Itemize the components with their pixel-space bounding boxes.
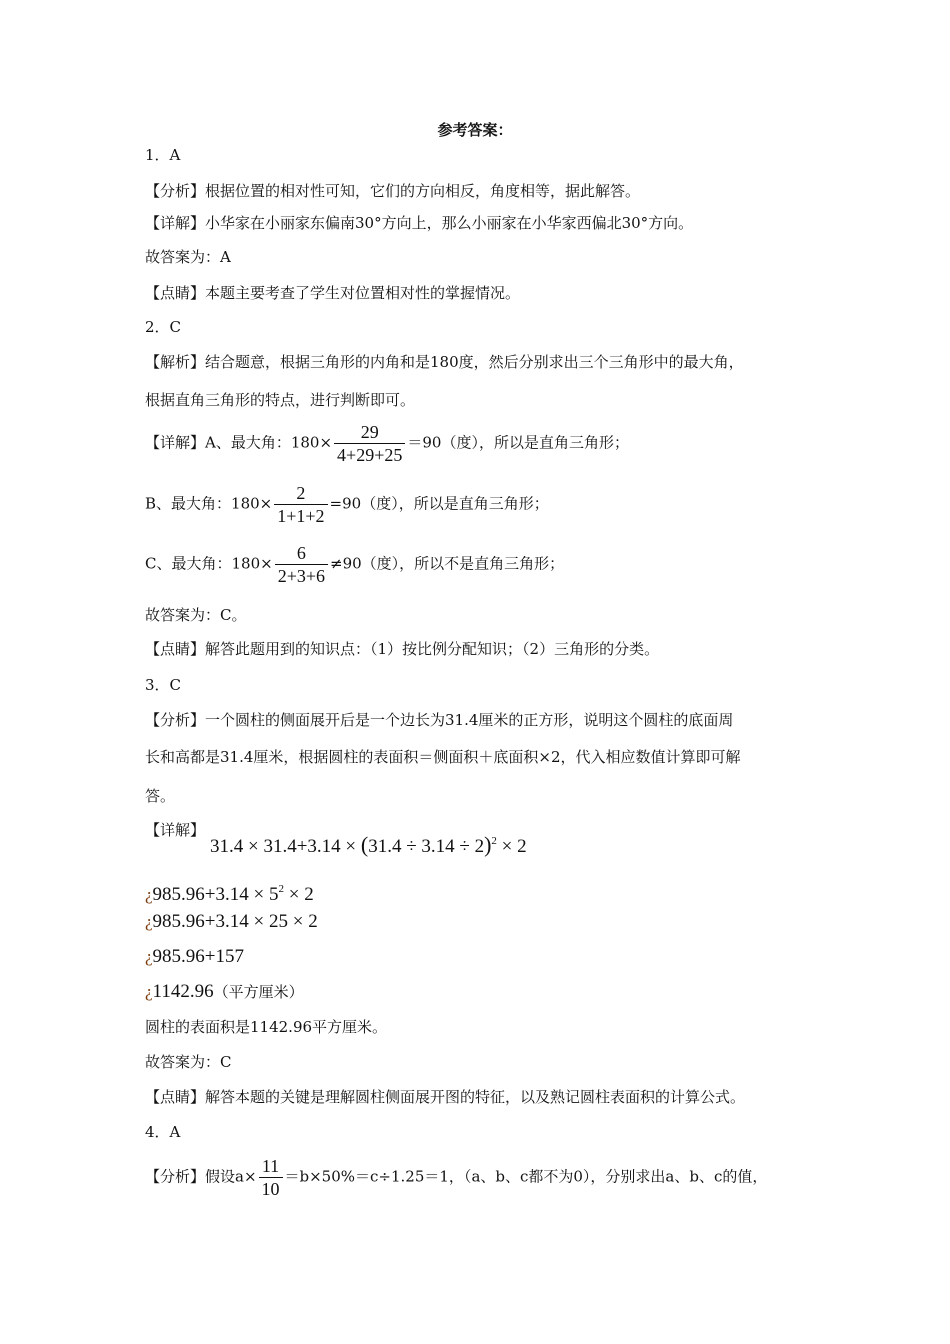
q3-detail-label: 【详解】: [145, 821, 206, 839]
q2-answer: 故答案为：C。: [145, 606, 247, 624]
q2-c-denominator: 2+3+6: [275, 564, 328, 587]
q4-denominator: 10: [259, 1177, 283, 1200]
q2-analysis-line1: 【解析】结合题意，根据三角形的内角和是180度，然后分别求出三个三角形中的最大角，: [145, 353, 744, 371]
q3-expr-part2: 31.4 ÷ 3.14 ÷ 2: [368, 836, 485, 857]
page-title: 参考答案：: [437, 121, 513, 139]
q1-head: 1．A: [145, 146, 181, 164]
q4-analysis: [145, 1155, 767, 1200]
q2-c-prefix: C、最大角：180×: [145, 554, 273, 573]
q2-b-denominator: 1+1+2: [274, 504, 327, 527]
q3-step3: [145, 945, 244, 969]
q2-a-numerator: 29: [360, 422, 379, 442]
q3-step2: [145, 910, 318, 934]
q4-numerator: 11: [261, 1156, 280, 1176]
q1-detail: 【详解】小华家在小丽家东偏南30°方向上，那么小丽家在小华家西偏北30°方向。: [145, 214, 694, 232]
q2-b-numerator: 2: [296, 483, 306, 503]
q3-comment: 【点睛】解答本题的关键是理解圆柱侧面展开图的特征，以及熟记圆柱表面积的计算公式。: [145, 1088, 746, 1106]
q2-c-fraction: [275, 542, 328, 587]
q2-b-fraction: [274, 482, 327, 527]
q3-step1: [145, 877, 314, 907]
q3-step1-part2: × 2: [283, 884, 314, 905]
q3-step4: [145, 980, 304, 1004]
q3-expr-part3: × 2: [496, 836, 527, 857]
q3-head: 3．C: [145, 676, 182, 694]
q3-analysis-line3: 答。: [145, 787, 176, 805]
q3-analysis-line2: 长和高都是31.4厘米，根据圆柱的表面积＝侧面积＋底面积×2，代入相应数值计算即可解: [145, 748, 741, 766]
q2-a-prefix: 【详解】A、最大角：180×: [145, 433, 333, 452]
q3-step3-text: 985.96+157: [152, 946, 245, 967]
q3-answer: 故答案为：C: [145, 1053, 232, 1071]
q3-step4-unit: （平方厘米）: [213, 983, 304, 1001]
q2-a-suffix: ＝90（度），所以是直角三角形；: [407, 433, 629, 452]
q2-a-denominator: 4+29+25: [334, 443, 405, 466]
q3-conclusion: 圆柱的表面积是1142.96平方厘米。: [145, 1018, 388, 1036]
q3-step4-text: 1142.96: [152, 981, 214, 1002]
q2-c-suffix: ≠90（度），所以不是直角三角形；: [330, 554, 565, 573]
q3-step1-part1: 985.96+3.14 × 5: [152, 884, 279, 905]
eq-mark: ¿: [145, 912, 153, 931]
q4-fraction: [259, 1155, 283, 1200]
q2-detail-b: [145, 482, 549, 527]
q2-a-fraction: [334, 421, 405, 466]
eq-mark: ¿: [145, 982, 153, 1001]
q2-c-numerator: 6: [296, 543, 306, 563]
eq-mark: ¿: [145, 885, 153, 904]
q2-detail-a: [145, 421, 629, 466]
q1-comment: 【点睛】本题主要考查了学生对位置相对性的掌握情况。: [145, 284, 521, 302]
q1-answer: 故答案为：A: [145, 248, 231, 266]
q3-expr-close-paren: ): [484, 832, 492, 857]
q3-step1-exponent: 2: [278, 883, 284, 895]
q2-b-suffix: =90（度），所以是直角三角形；: [329, 494, 549, 513]
q3-expr-exponent: 2: [491, 835, 497, 847]
q3-expr-part1: 31.4 × 31.4+3.14 ×: [210, 836, 361, 857]
q3-expr-open-paren: (: [360, 832, 369, 857]
q3-step2-text: 985.96+3.14 × 25 × 2: [152, 911, 318, 932]
q4-a-suffix: ＝b×50%＝c÷1.25＝1，（a、b、c都不为0），分别求出a、b、c的值，: [284, 1167, 768, 1186]
q4-head: 4．A: [145, 1123, 181, 1141]
q3-expression: [210, 829, 527, 859]
q2-analysis-line2: 根据直角三角形的特点，进行判断即可。: [145, 391, 416, 409]
q4-a-prefix: 【分析】假设a×: [145, 1167, 257, 1186]
q2-b-prefix: B、最大角：180×: [145, 494, 273, 513]
q2-detail-c: [145, 542, 564, 587]
q2-comment: 【点睛】解答此题用到的知识点：（1）按比例分配知识；（2）三角形的分类。: [145, 640, 660, 658]
q3-analysis-line1: 【分析】一个圆柱的侧面展开后是一个边长为31.4厘米的正方形，说明这个圆柱的底面周: [145, 711, 734, 729]
q2-head: 2．C: [145, 318, 182, 336]
eq-mark: ¿: [145, 947, 153, 966]
q1-analysis: 【分析】根据位置的相对性可知，它们的方向相反，角度相等，据此解答。: [145, 182, 641, 200]
